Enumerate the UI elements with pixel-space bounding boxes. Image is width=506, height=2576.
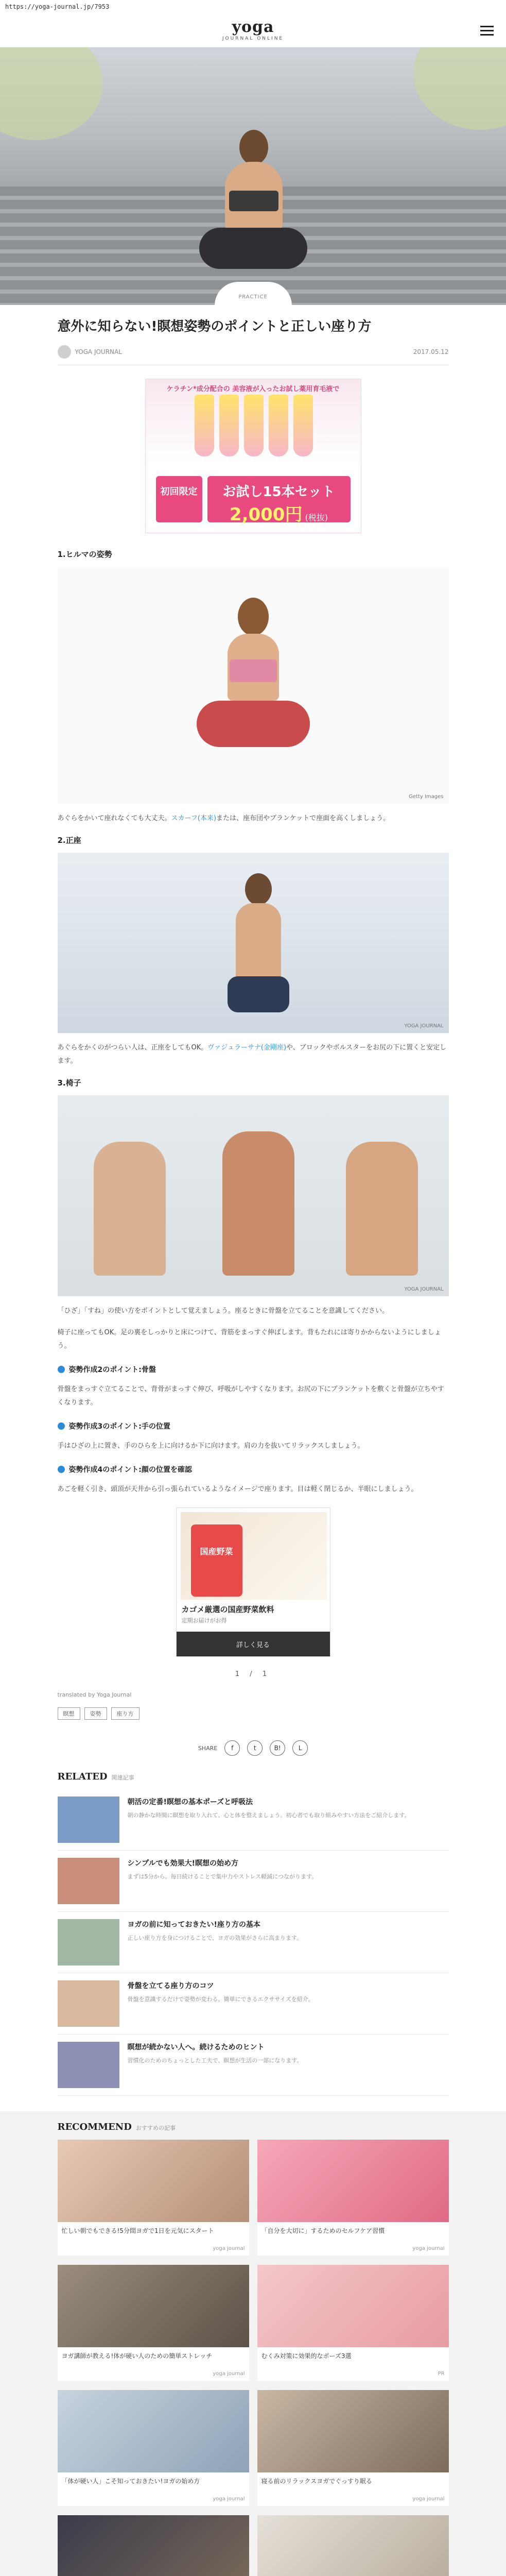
ad-price-label: お試し15本セット (222, 484, 335, 500)
rec-card[interactable]: 寝る前のリラックスヨガでぐっすり眠る yoga journal (257, 2390, 449, 2506)
hamburger-icon[interactable] (480, 26, 494, 36)
sub-point-heading: 姿勢作成3のポイント:手の位置 (68, 1422, 170, 1431)
rec-card[interactable] (257, 2515, 449, 2576)
section-heading-3: 3.椅子 (57, 1078, 81, 1088)
related-item-title: ヨガの前に知っておきたい!座り方の基本 (127, 1921, 260, 1929)
share-label: SHARE (198, 1744, 218, 1752)
photo-seiza (58, 853, 449, 1033)
bullet-icon (58, 1466, 65, 1473)
tag[interactable]: 姿勢 (84, 1707, 107, 1720)
ad-banner[interactable] (145, 379, 361, 533)
ad-label: カゴメ厳選の国産野菜飲料 (181, 1605, 274, 1614)
related-item-title: シンプルでも効果大!瞑想の始め方 (127, 1859, 238, 1868)
related-item-desc: まずは5分から。毎日続けることで集中力やストレス軽減につながります。 (127, 1873, 318, 1880)
avatar (58, 345, 71, 359)
recommend-title: RECOMMEND おすすめの記事 (57, 2122, 176, 2132)
publish-date: 2017.05.12 (413, 348, 449, 355)
paragraph-4: 椅子に座ってもOK。足の裏をしっかりと床につけて、背筋をまっすぐ伸ばします。背もたれには寄りかからないようにしましょう。 (57, 1329, 441, 1350)
ad-price-note: (税抜) (305, 513, 328, 522)
hero-image (0, 47, 506, 305)
bullet-icon (58, 1366, 65, 1373)
list-item[interactable] (58, 1973, 449, 2035)
sub-point-text: あごを軽く引き、頭頂が天井から引っ張られているようなイメージで座ります。目は軽く閉じるか、半眼にしましょう。 (57, 1485, 418, 1493)
twitter-share-button[interactable]: t (247, 1740, 263, 1756)
related-list (58, 1789, 449, 2096)
section-heading-1: 1.ヒルマの姿勢 (57, 550, 112, 559)
category-badge[interactable]: PRACTICE (215, 282, 292, 305)
ad-cta-button[interactable]: 詳しく見る (177, 1632, 330, 1656)
ad-kagome[interactable] (176, 1507, 330, 1657)
related-item-title: 朝活の定番!瞑想の基本ポーズと呼吸法 (127, 1798, 253, 1806)
tag[interactable]: 瞑想 (58, 1707, 80, 1720)
sub-point-1 (58, 1364, 449, 1410)
rec-card[interactable]: 忙しい朝でもできる!5分間ヨガで1日を元気にスタート yoga journal (58, 2140, 249, 2256)
ad-can: 国産野菜 (191, 1524, 242, 1597)
ad-sub: 定期お届けがお得 (181, 1617, 227, 1624)
paragraph-3: 「ひざ」「すね」の使い方をポイントとして覚えましょう。座るときに骨盤を立てることを意識してください。 (57, 1307, 389, 1315)
pagination[interactable]: 1 / 1 (235, 1670, 271, 1678)
share-bar (58, 1740, 449, 1756)
related-item-desc: 骨盤を意識するだけで姿勢が変わる。簡単にできるエクササイズを紹介。 (127, 1996, 314, 2003)
paragraph-2: あぐらをかくのがつらい人は、正座をしてもOK。ヴァジュラーサナ(金剛座)や、ブロックやボルスターをお尻の下に置くと安定します。 (57, 1044, 447, 1065)
rec-card[interactable]: ヨガ講師が教える!体が硬い人のための簡単ストレッチ yoga journal (58, 2265, 249, 2381)
inline-link[interactable]: ヴァジュラーサナ(金剛座) (207, 1044, 287, 1052)
rec-card[interactable]: 「体が硬い人」こそ知っておきたい!ヨガの始め方 yoga journal (58, 2390, 249, 2506)
tag-list (58, 1707, 449, 1720)
logo-sub: JOURNAL ONLINE (222, 36, 284, 41)
ad-price: 2,000円 (229, 504, 303, 525)
inline-link[interactable]: スカーフ(本来) (171, 815, 217, 822)
author-name[interactable]: YOGA JOURNAL (75, 348, 122, 355)
article (58, 317, 449, 2096)
sub-point-heading: 姿勢作成2のポイント:骨盤 (68, 1366, 156, 1374)
ad-copy: ケラチン*成分配合の 美容液が入ったお試し薬用育毛液で (166, 385, 340, 393)
paragraph-1: あぐらをかいて座れなくても大丈夫。スカーフ(本来)または、座布団やブランケットで座面を高くしましょう。 (57, 815, 390, 822)
photo-credit: Getty Images (409, 794, 444, 800)
meditating-person (199, 130, 307, 284)
ad-badge: 初回限定 (156, 476, 202, 522)
related-item-desc: 習慣化のためのちょっとした工夫で、瞑想が生活の一部になります。 (127, 2057, 303, 2064)
rec-card[interactable]: 「自分を大切に」するためのセルフケア習慣 yoga journal (257, 2140, 449, 2256)
list-item[interactable] (58, 1851, 449, 1912)
page-title: 意外に知らない!瞑想姿勢のポイントと正しい座り方 (57, 319, 372, 334)
list-item[interactable] (58, 1789, 449, 1851)
photo-credit: YOGA JOURNAL (404, 1023, 444, 1029)
sub-point-heading: 姿勢作成4のポイント:顔の位置を確認 (68, 1466, 192, 1474)
url-bar[interactable]: https://yoga-journal.jp/7953 (5, 3, 110, 10)
hatena-share-button[interactable]: B! (270, 1740, 285, 1756)
logo-word: yoga (232, 18, 274, 36)
logo[interactable] (222, 20, 284, 41)
sub-point-3 (58, 1464, 449, 1496)
rec-card[interactable] (58, 2515, 249, 2576)
rec-card[interactable]: むくみ対策に効果的なポーズ3選 PR (257, 2265, 449, 2381)
article-meta (58, 345, 449, 365)
recommend-section (0, 2111, 506, 2576)
related-title: RELATED 関連記事 (57, 1771, 134, 1782)
sub-point-2 (58, 1421, 449, 1453)
photo-chairs (58, 1095, 449, 1296)
site-header (0, 14, 506, 47)
section-heading-2: 2.正座 (57, 836, 81, 845)
related-item-desc: 朝の静かな時間に瞑想を取り入れて、心と体を整えましょう。初心者でも取り組みやすい方法をご紹介します。 (127, 1812, 410, 1819)
list-item[interactable] (58, 1912, 449, 1973)
sub-point-text: 手はひざの上に置き、手のひらを上に向けるか下に向けます。肩の力を抜いてリラックスしましょう。 (57, 1442, 364, 1450)
related-item-title: 瞑想が続かない人へ。続けるためのヒント (127, 2043, 265, 2052)
line-share-button[interactable]: L (292, 1740, 308, 1756)
translated-by: translated by Yoga Journal (57, 1691, 132, 1698)
sub-point-text: 骨盤をまっすぐ立てることで、背骨がまっすぐ伸び、呼吸がしやすくなります。お尻の下にブランケットを敷くと骨盤が立ちやすくなります。 (57, 1385, 444, 1406)
photo-credit: YOGA JOURNAL (404, 1286, 444, 1292)
list-item[interactable] (58, 2035, 449, 2096)
bullet-icon (58, 1422, 65, 1430)
tag[interactable]: 座り方 (111, 1707, 139, 1720)
related-item-title: 骨盤を立てる座り方のコツ (127, 1982, 214, 1990)
photo-sukhasana (58, 567, 449, 804)
facebook-share-button[interactable]: f (224, 1740, 240, 1756)
related-item-desc: 正しい座り方を身につけることで、ヨガの効果がさらに高まります。 (127, 1935, 303, 1941)
